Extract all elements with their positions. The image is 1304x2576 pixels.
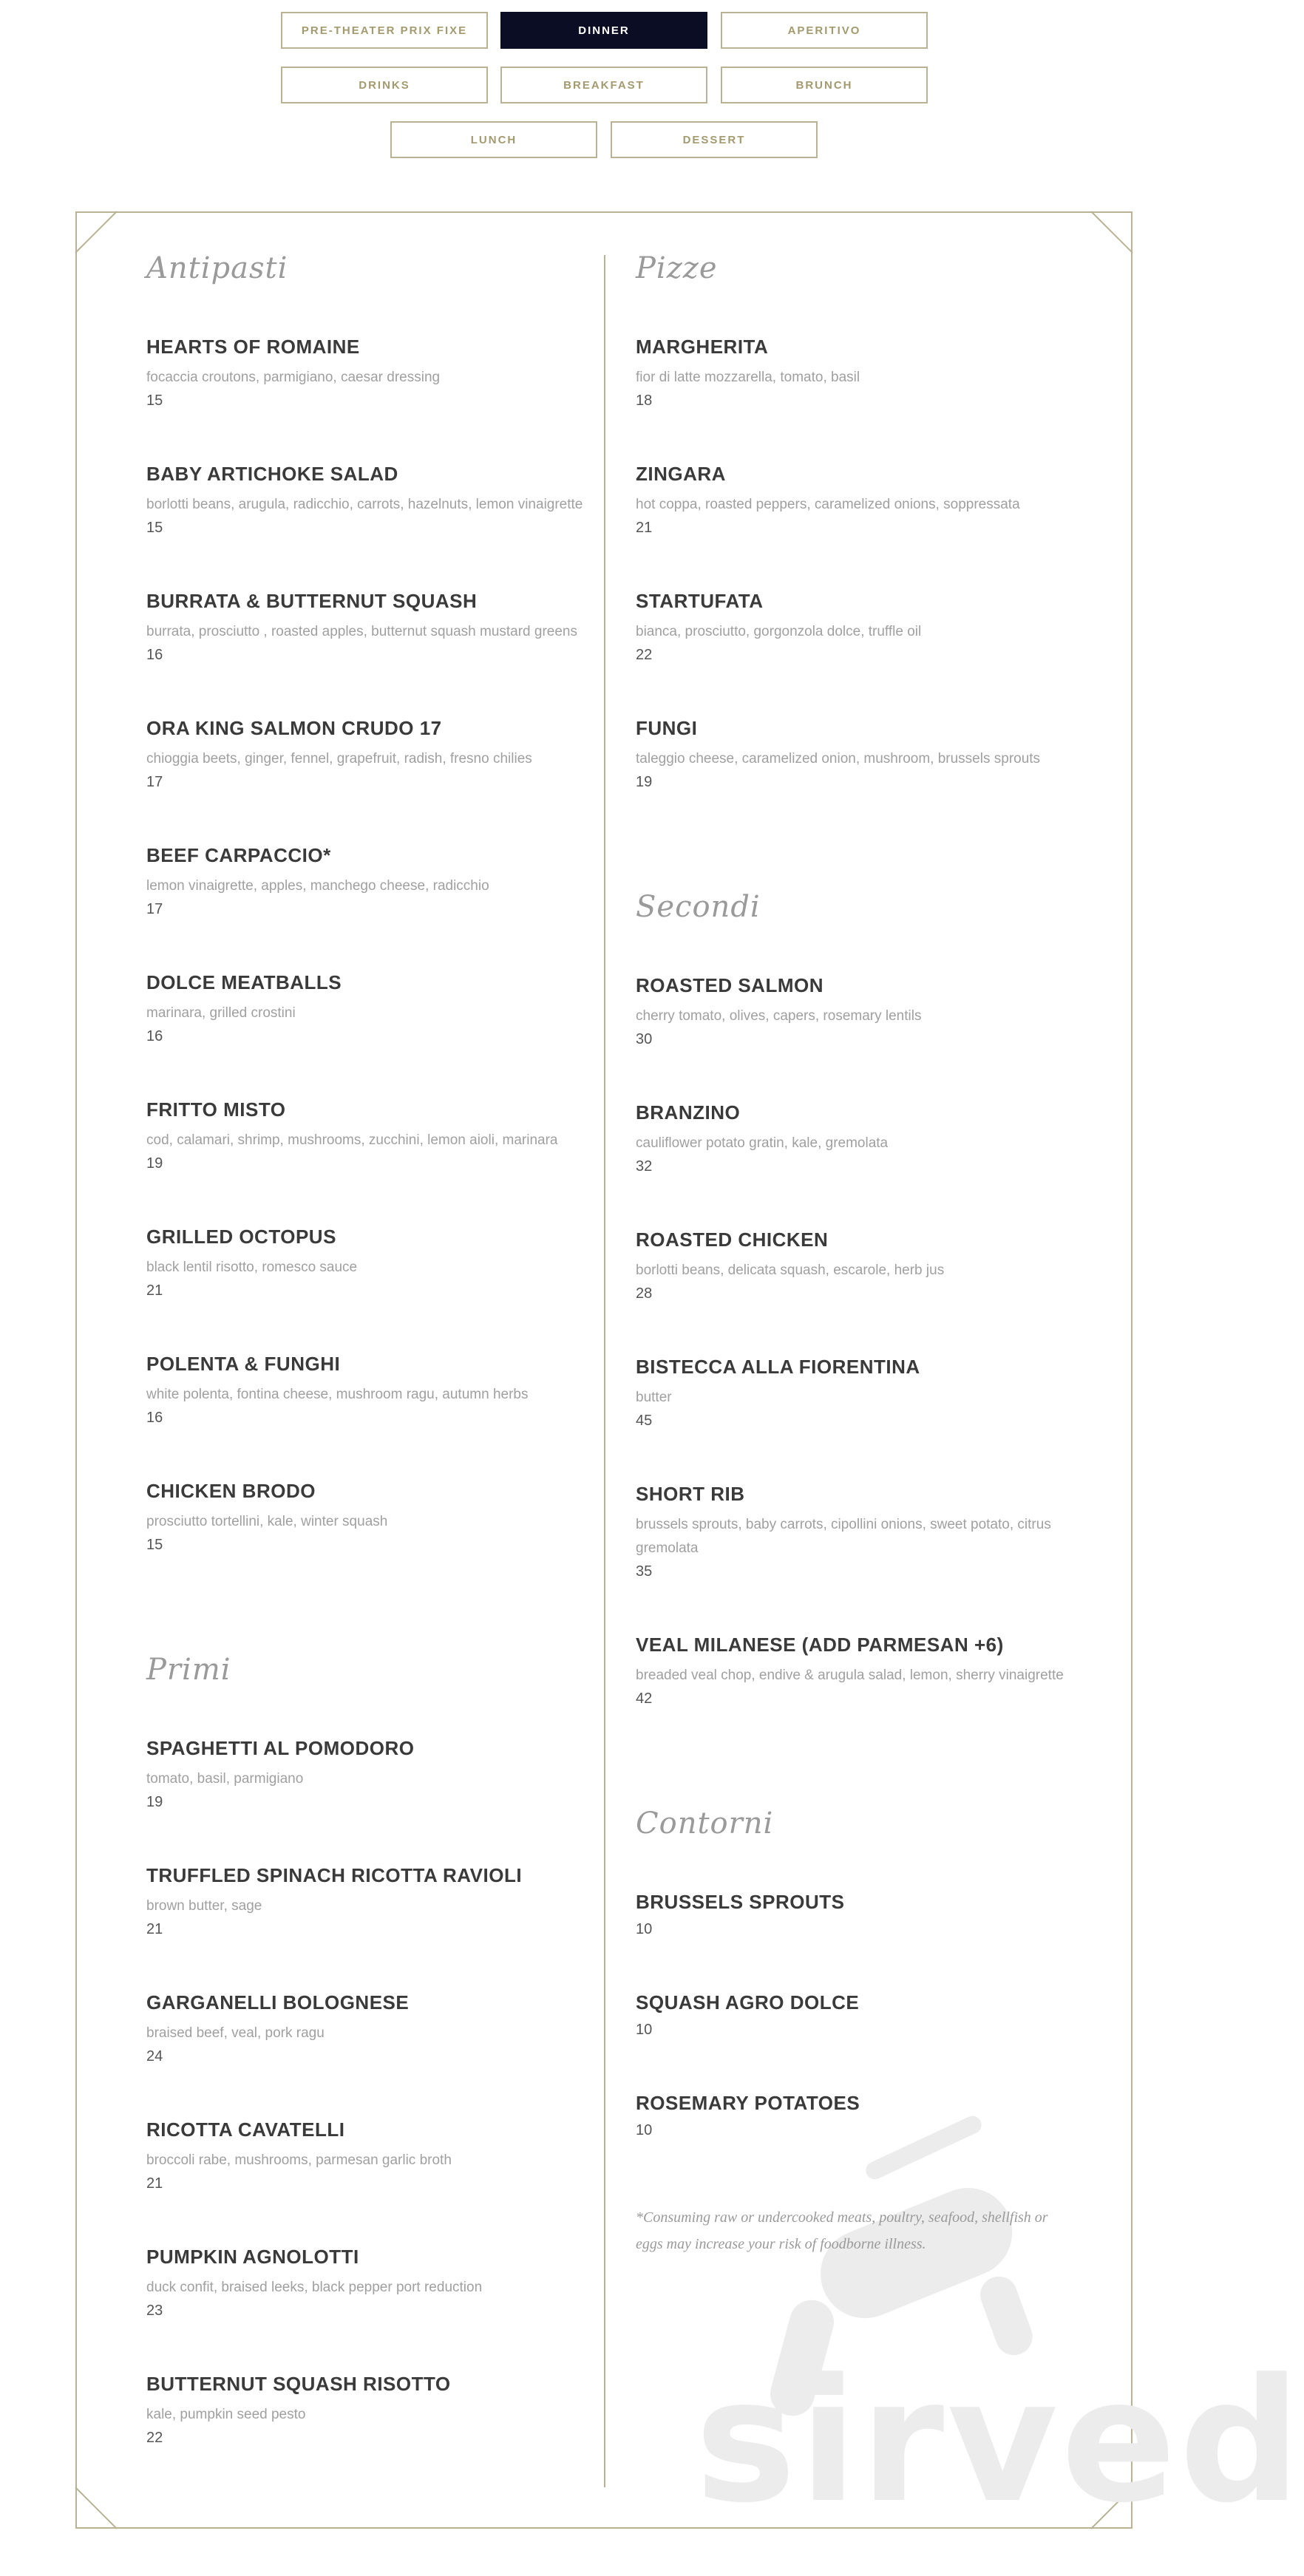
menu-item-price: 42 xyxy=(636,1690,653,1707)
section-title-antipasti: Antipasti xyxy=(146,251,288,285)
menu-item-price: 15 xyxy=(146,520,163,536)
menu-item-price: 15 xyxy=(146,1537,163,1553)
menu-item xyxy=(146,844,619,918)
menu-item-price: 18 xyxy=(636,392,653,409)
menu-item-price: 32 xyxy=(636,1158,653,1175)
menu-item-description: butter xyxy=(636,1390,672,1405)
tab-brunch[interactable]: BRUNCH xyxy=(721,67,928,103)
menu-item-price: 10 xyxy=(636,2122,653,2138)
contorni-list xyxy=(636,1891,1109,2139)
menu-item xyxy=(146,2373,619,2447)
menu-item xyxy=(636,1101,1109,1175)
menu-item-description: duck confit, braised leeks, black pepper port reduction xyxy=(146,2280,483,2295)
menu-item xyxy=(636,1634,1109,1707)
menu-item-description: marinara, grilled crostini xyxy=(146,1005,296,1021)
tab-dinner[interactable]: DINNER xyxy=(500,12,707,49)
menu-item-description: tomato, basil, parmigiano xyxy=(146,1771,304,1787)
menu-item-price: 21 xyxy=(146,1282,163,1299)
menu-item-price: 45 xyxy=(636,1413,653,1429)
menu-item-price: 28 xyxy=(636,1285,653,1302)
tab-dessert[interactable]: DESSERT xyxy=(611,121,818,158)
menu-item xyxy=(146,1991,619,2065)
menu-item-description: chioggia beets, ginger, fennel, grapefruit, radish, fresno chilies xyxy=(146,751,532,767)
menu-item-name: SQUASH AGRO DOLCE xyxy=(636,1991,860,2013)
menu-item-name: DOLCE MEATBALLS xyxy=(146,971,342,993)
watermark-text: sirved xyxy=(695,2343,1304,2541)
menu-item-price: 19 xyxy=(146,1155,163,1172)
menu-item-description: white polenta, fontina cheese, mushroom ragu, autumn herbs xyxy=(146,1387,529,1402)
corner-ornament-top-right xyxy=(1091,211,1132,253)
corner-ornament-top-left xyxy=(75,211,117,253)
menu-item xyxy=(146,1480,619,1554)
tab-lunch[interactable]: LUNCH xyxy=(390,121,597,158)
menu-item xyxy=(146,1098,619,1172)
menu-item-price: 10 xyxy=(636,1921,653,1937)
menu-item-description: brown butter, sage xyxy=(146,1898,262,1914)
menu-item-price: 16 xyxy=(146,1410,163,1426)
tab-pre-theater-prix-fixe[interactable]: PRE-THEATER PRIX FIXE xyxy=(281,12,488,49)
menu-item-price: 24 xyxy=(146,2048,163,2064)
menu-item-price: 21 xyxy=(146,2175,163,2192)
menu-item-description: taleggio cheese, caramelized onion, mushroom, brussels sprouts xyxy=(636,751,1041,767)
menu-item-name: ZINGARA xyxy=(636,463,726,485)
menu-item-price: 10 xyxy=(636,2022,653,2038)
menu-item-name: FRITTO MISTO xyxy=(146,1098,286,1121)
menu-item-description: lemon vinaigrette, apples, manchego cheese, radicchio xyxy=(146,878,489,894)
menu-item-name: PUMPKIN AGNOLOTTI xyxy=(146,2246,359,2268)
menu-item-name: BRANZINO xyxy=(636,1101,741,1124)
menu-item-description: hot coppa, roasted peppers, caramelized onions, soppressata xyxy=(636,497,1020,512)
menu-item-description: black lentil risotto, romesco sauce xyxy=(146,1260,358,1275)
menu-item-price: 17 xyxy=(146,774,163,790)
menu-item xyxy=(636,1891,1109,1938)
tab-breakfast[interactable]: BREAKFAST xyxy=(500,67,707,103)
menu-item-price: 19 xyxy=(636,774,653,790)
menu-item xyxy=(636,1991,1109,2039)
menu-item-price: 19 xyxy=(146,1794,163,1810)
menu-item xyxy=(636,1228,1109,1302)
section-title-pizze: Pizze xyxy=(636,251,718,285)
menu-item-name: ROASTED CHICKEN xyxy=(636,1228,829,1251)
menu-item xyxy=(636,2092,1109,2139)
menu-item-price: 21 xyxy=(146,1921,163,1937)
menu-item-name: TRUFFLED SPINACH RICOTTA RAVIOLI xyxy=(146,1864,523,1886)
menu-item-name: BEEF CARPACCIO* xyxy=(146,844,331,866)
menu-item xyxy=(636,590,1109,664)
menu-item-name: FUNGI xyxy=(636,717,698,739)
menu-item-name: BURRATA & BUTTERNUT SQUASH xyxy=(146,590,478,612)
menu-item-description: brussels sprouts, baby carrots, cipollini onions, sweet potato, citrus gremolata xyxy=(636,1517,1051,1556)
menu-item xyxy=(146,1737,619,1811)
left-column xyxy=(146,251,619,2500)
menu-item-description: broccoli rabe, mushrooms, parmesan garlic broth xyxy=(146,2152,452,2168)
menu-item-price: 17 xyxy=(146,901,163,917)
menu-item xyxy=(146,590,619,664)
menu-item-price: 23 xyxy=(146,2303,163,2319)
menu-item-name: BRUSSELS SPROUTS xyxy=(636,1891,845,1913)
menu-item-name: BISTECCA ALLA FIORENTINA xyxy=(636,1356,920,1378)
menu-item-name: POLENTA & FUNGHI xyxy=(146,1353,341,1375)
menu-item-description: breaded veal chop, endive & arugula salad, lemon, sherry vinaigrette xyxy=(636,1668,1064,1683)
menu-item-price: 21 xyxy=(636,520,653,536)
menu-item xyxy=(636,463,1109,537)
menu-item-name: SPAGHETTI AL POMODORO xyxy=(146,1737,415,1759)
menu-item-name: GRILLED OCTOPUS xyxy=(146,1226,336,1248)
menu-item xyxy=(636,336,1109,409)
menu-item-name: GARGANELLI BOLOGNESE xyxy=(146,1991,410,2013)
menu-item-price: 30 xyxy=(636,1031,653,1047)
menu-item xyxy=(146,971,619,1045)
menu-item-price: 35 xyxy=(636,1563,653,1580)
menu-item-description: cod, calamari, shrimp, mushrooms, zucchini, lemon aioli, marinara xyxy=(146,1132,558,1148)
corner-ornament-bottom-left xyxy=(75,2487,117,2529)
menu-item-name: SHORT RIB xyxy=(636,1483,745,1505)
menu-item xyxy=(146,463,619,537)
secondi-list xyxy=(636,974,1109,1707)
menu-item-description: cherry tomato, olives, capers, rosemary lentils xyxy=(636,1008,922,1024)
primi-list xyxy=(146,1737,619,2447)
menu-item xyxy=(146,717,619,791)
menu-item-name: STARTUFATA xyxy=(636,590,764,612)
menu-item xyxy=(636,1483,1109,1580)
menu-item-price: 16 xyxy=(146,647,163,663)
menu-item-name: ROSEMARY POTATOES xyxy=(636,2092,860,2114)
menu-item-name: MARGHERITA xyxy=(636,336,769,358)
menu-item-price: 16 xyxy=(146,1028,163,1044)
menu-item-description: fior di latte mozzarella, tomato, basil xyxy=(636,370,860,385)
section-title-contorni: Contorni xyxy=(636,1807,774,1841)
section-title-primi: Primi xyxy=(146,1653,231,1687)
menu-item-description: kale, pumpkin seed pesto xyxy=(146,2407,306,2422)
menu-item-name: RICOTTA CAVATELLI xyxy=(146,2118,345,2141)
menu-tabs xyxy=(0,0,1206,170)
menu-item xyxy=(636,1356,1109,1430)
tab-aperitivo[interactable]: APERITIVO xyxy=(721,12,928,49)
menu-item-price: 15 xyxy=(146,392,163,409)
menu-item-description: focaccia croutons, parmigiano, caesar dressing xyxy=(146,370,441,385)
menu-item-description: borlotti beans, arugula, radicchio, carrots, hazelnuts, lemon vinaigrette xyxy=(146,497,583,512)
menu-item-name: BABY ARTICHOKE SALAD xyxy=(146,463,398,485)
foodborne-illness-note: *Consuming raw or undercooked meats, poultry, seafood, shellfish or eggs may increase your risk of foodborne illness. xyxy=(636,2209,1048,2252)
menu-item xyxy=(636,974,1109,1048)
menu-item-description: prosciutto tortellini, kale, winter squash xyxy=(146,1514,388,1529)
menu-item-description: bianca, prosciutto, gorgonzola dolce, truffle oil xyxy=(636,624,922,639)
section-title-secondi: Secondi xyxy=(636,890,761,924)
menu-item-name: VEAL MILANESE (ADD PARMESAN +6) xyxy=(636,1634,1004,1656)
pizze-list xyxy=(636,336,1109,791)
menu-item-name: BUTTERNUT SQUASH RISOTTO xyxy=(146,2373,451,2395)
menu-item-name: ORA KING SALMON CRUDO 17 xyxy=(146,717,442,739)
menu-item xyxy=(146,2118,619,2192)
antipasti-list xyxy=(146,336,619,1554)
menu-item-description: borlotti beans, delicata squash, escarole, herb jus xyxy=(636,1262,945,1278)
right-column xyxy=(636,251,1109,2257)
menu-item-name: CHICKEN BRODO xyxy=(146,1480,316,1502)
menu-item xyxy=(146,336,619,409)
menu-item xyxy=(146,1226,619,1299)
menu-item-description: braised beef, veal, pork ragu xyxy=(146,2025,325,2041)
menu-item-name: HEARTS OF ROMAINE xyxy=(146,336,360,358)
menu-item xyxy=(636,717,1109,791)
menu-item xyxy=(146,2246,619,2320)
menu-item-description: cauliflower potato gratin, kale, gremolata xyxy=(636,1135,889,1151)
menu-item xyxy=(146,1353,619,1427)
menu-item-price: 22 xyxy=(146,2430,163,2446)
menu-item-description: burrata, prosciutto , roasted apples, butternut squash mustard greens xyxy=(146,624,577,639)
menu-item-name: ROASTED SALMON xyxy=(636,974,824,996)
menu-item xyxy=(146,1864,619,1938)
tab-drinks[interactable]: DRINKS xyxy=(281,67,488,103)
menu-item-price: 22 xyxy=(636,647,653,663)
